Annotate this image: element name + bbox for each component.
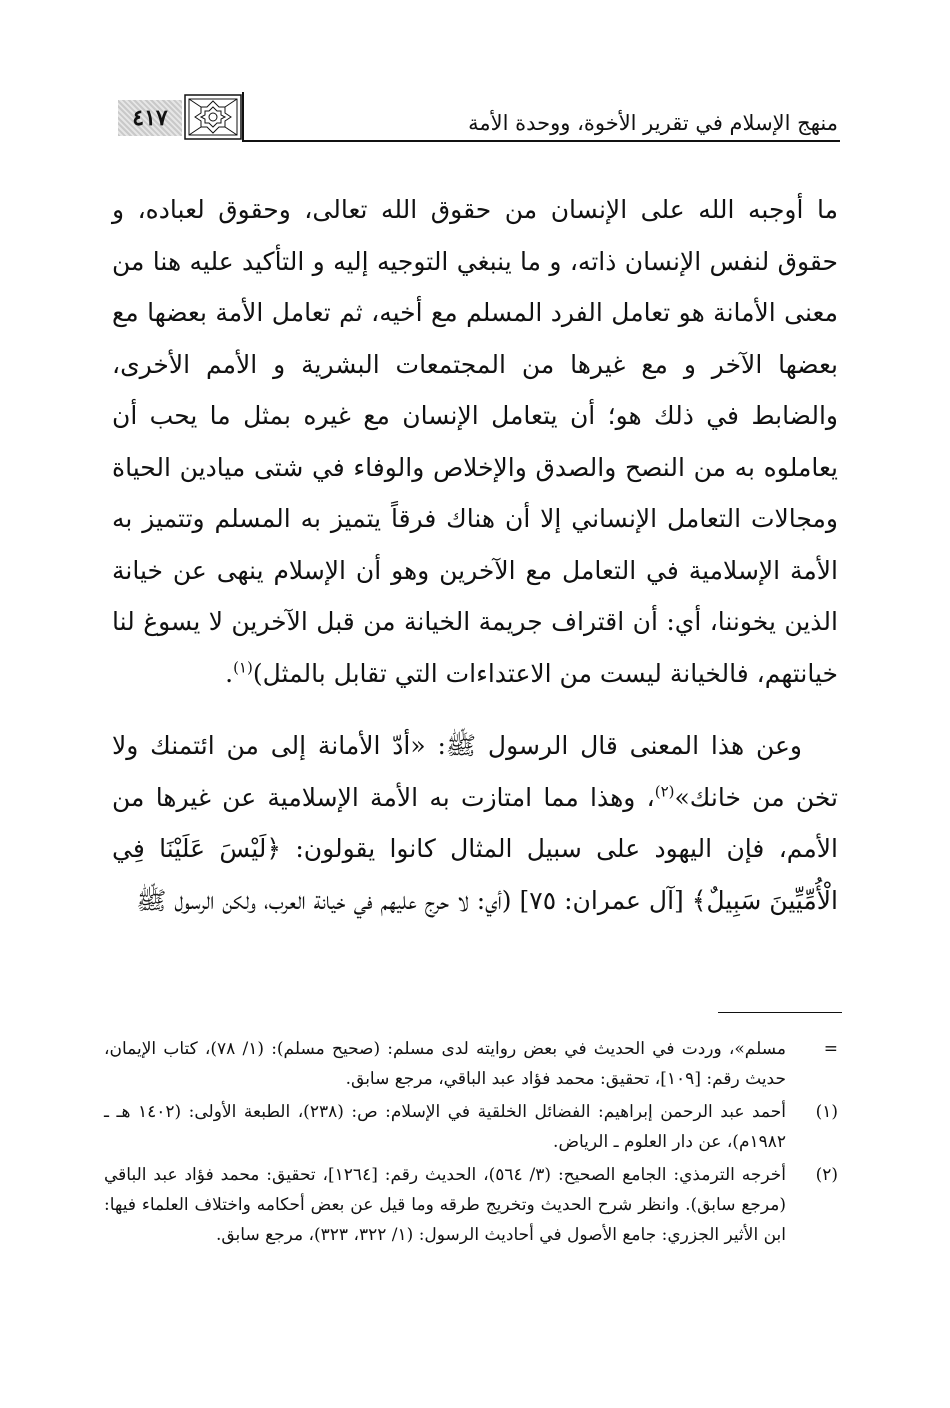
header-divider [242,92,244,142]
footnote-ref-2: (٢) [654,782,675,801]
footnote-1 [104,1097,838,1157]
footnote-2 [104,1160,838,1250]
footnote-text: أحمد عبد الرحمن إبراهيم: الفضائل الخلقية في الإسلام: ص: (٢٣٨)، الطبعة الأولى: (١٤٠٢ هـ ـ ١٩٨٢م)، عن دار العلوم ـ الرياض. [104,1102,786,1152]
paragraph-1-text: ما أوجبه الله على الإنسان من حقوق الله تعالى، وحقوق لعباده، و حقوق لنفس الإنسان ذاته، و ما ينبغي التوجيه إليه و التأكيد عليه هنا من معنى الأمانة هو تعامل الفرد المسلم مع أخيه، ثم تعامل الأمة بعضها مع بعضها الآخر و مع غيرها من المجتمعات البشرية و الأمم الأخرى، والضابط في ذلك هو؛ أن يتعامل الإنسان مع غيره بمثل ما يحب أن يعاملوه به من النصح والصدق والإخلاص والوفاء في شتى ميادين الحياة ومجالات التعامل الإنساني إلا أن هناك فرقاً يتميز به المسلم وتتميز به الأمة الإسلامية في التعامل مع الآخرين وهو أن الإسلام ينهى عن خيانة الذين يخوننا، أي: أن اقتراف جريمة الخيانة من قبل الآخرين لا يسوغ لنا خيانتهم، فالخيانة ليست من الاعتداءات التي تقابل بالمثل) [112,195,838,688]
paragraph-2-text-b: ، وهذا مما امتازت به الأمة الإسلامية عن غيرها من الأمم، فإن اليهود على سبيل المثال كانوا يقولون: ﴿لَيْسَ عَلَيْنَا فِي الْأُمِّيِّينَ سَبِيلٌ﴾ [آل عمران: ٧٥] (أي: لا حرج عليهم في خيانة العرب، ولكن الرسول ﷺ [112,782,838,915]
footnote-separator [718,1012,842,1013]
body-paragraph-1 [112,184,838,699]
page-number: ٤١٧ [118,100,182,136]
page-number-badge [118,94,242,140]
footnote-continuation [104,1034,838,1094]
running-header-title: منهج الإسلام في تقرير الأخوة، ووحدة الأمة [468,111,838,135]
footnotes [104,1034,838,1253]
paragraph-2-text-a: وعن هذا المعنى قال الرسول ﷺ: «أدّ الأمانة إلى من ائتمنك ولا تخن من خانك» [112,731,838,812]
footnote-ref-1: (١) [233,658,253,677]
paragraph-1-end: . [225,658,234,688]
footnote-number: = [823,1039,838,1059]
body-paragraph-2 [112,720,838,926]
footnote-number: (١) [815,1102,838,1122]
geometric-ornament-icon [184,94,242,140]
footnote-text: مسلم»، وردت في الحديث في بعض روايته لدى مسلم: (صحيح مسلم): (١/ ٧٨)، كتاب الإيمان، حديث رقم: [١٠٩]، تحقيق: محمد فؤاد عبد الباقي، مرجع سابق. [104,1039,786,1089]
footnote-number: (٢) [815,1165,838,1185]
footnote-text: أخرجه الترمذي: الجامع الصحيح: (٣/ ٥٦٤)، الحديث رقم: [١٢٦٤]، تحقيق: محمد فؤاد عبد الباقي (مرجع سابق). وانظر شرح الحديث وتخريج طرقه وما قيل عن بعض أحكامه واختلاف العلماء فيها: ابن الأثير الجزري: جامع الأصول في أحاديث الرسول: (١/ ٣٢٢، ٣٢٣)، مرجع سابق. [104,1165,786,1245]
header-rule [244,140,840,142]
